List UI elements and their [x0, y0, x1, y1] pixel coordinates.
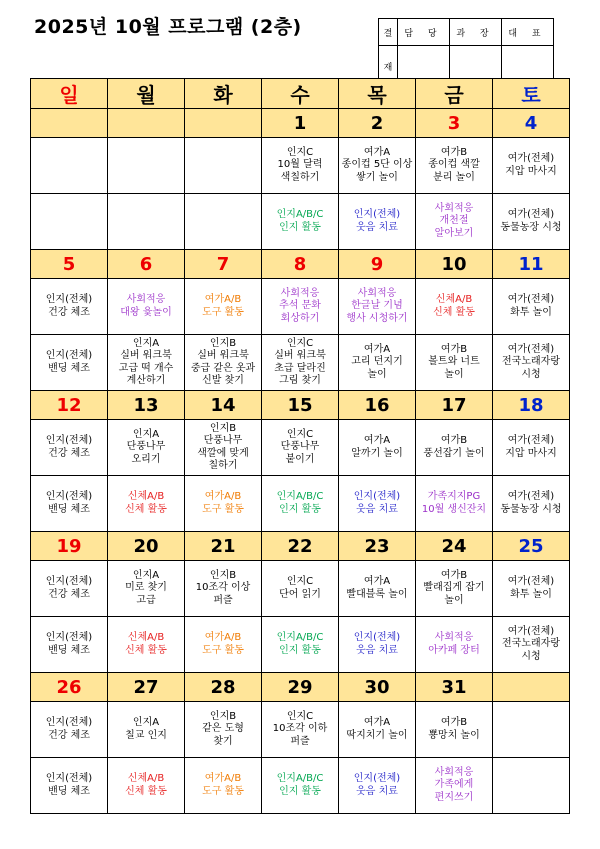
activity-line: 사회적응 — [434, 632, 474, 643]
activity-cell — [185, 138, 262, 194]
date-cell: 22 — [262, 532, 339, 561]
date-cell: 12 — [31, 391, 108, 420]
activity-cell — [108, 561, 185, 617]
activity-line: 찾기 — [213, 735, 233, 747]
activity-cell — [185, 702, 262, 758]
activity-line: 지압 마사지 — [505, 165, 557, 177]
date-cell: 27 — [108, 673, 185, 702]
date-row — [31, 391, 570, 420]
activity-cell — [339, 758, 416, 814]
activity-line: 여가A/B — [204, 294, 242, 305]
activity-line: 인지(전체) — [353, 773, 401, 784]
calendar-table — [30, 78, 570, 814]
activity-line: 종이컵 색깔 — [428, 159, 480, 171]
activity-line: 인지(전체) — [353, 209, 401, 220]
activity-line: 색깔에 맞게 — [197, 447, 249, 459]
activity-cell — [262, 335, 339, 391]
activity-row — [31, 194, 570, 250]
activity-row — [31, 702, 570, 758]
activity-cell — [185, 194, 262, 250]
date-cell: 3 — [416, 109, 493, 138]
activity-cell — [339, 279, 416, 335]
date-cell: 31 — [416, 673, 493, 702]
activity-cell — [339, 194, 416, 250]
approval-side-bottom: 재 — [379, 46, 398, 87]
date-cell: 9 — [339, 250, 416, 279]
activity-line: 신체A/B — [127, 491, 165, 502]
activity-line: 여가A — [363, 146, 391, 158]
activity-line: 고급 떡 개수 — [118, 362, 174, 374]
activity-line: 도구 활동 — [202, 644, 244, 656]
activity-line: 여가B — [440, 343, 468, 355]
activity-cell — [262, 617, 339, 673]
date-cell: 29 — [262, 673, 339, 702]
activity-row — [31, 279, 570, 335]
activity-line: 전국노래자랑 — [502, 356, 560, 368]
activity-line: 10조각 이하 — [272, 723, 328, 735]
activity-line: 인지(전체) — [45, 773, 93, 784]
activity-line: 신체 활동 — [125, 785, 167, 797]
activity-line: 사회적응 — [280, 287, 320, 299]
activity-line: 여가(전체) — [507, 294, 555, 305]
activity-line: 인지A — [132, 717, 160, 728]
activity-cell — [185, 758, 262, 814]
activity-line: 고리 던지기 — [351, 356, 403, 368]
activity-line: 인지A — [132, 428, 160, 440]
activity-line: 볼트와 너트 — [428, 356, 480, 368]
activity-row — [31, 758, 570, 814]
activity-line: 인지 활동 — [279, 785, 321, 797]
activity-row — [31, 617, 570, 673]
activity-line: 10월 달력 — [277, 159, 323, 171]
activity-cell — [185, 335, 262, 391]
activity-cell — [108, 617, 185, 673]
activity-cell — [185, 420, 262, 476]
activity-line: 인지C — [286, 428, 314, 440]
activity-line: 여가(전체) — [507, 209, 555, 220]
date-cell: 11 — [493, 250, 570, 279]
activity-line: 인지(전체) — [45, 350, 93, 361]
activity-cell — [493, 335, 570, 391]
activity-cell — [262, 420, 339, 476]
activity-line: 여가A/B — [204, 632, 242, 643]
date-cell: 16 — [339, 391, 416, 420]
activity-line: 밴딩 체조 — [48, 644, 90, 656]
approval-side-top: 결 — [379, 19, 398, 46]
activity-cell — [339, 617, 416, 673]
activity-line: 놀이 — [444, 368, 464, 380]
activity-line: 지압 마사지 — [505, 447, 557, 459]
activity-line: 칠교 인지 — [125, 729, 167, 741]
activity-line: 한글날 기념 — [351, 300, 403, 312]
activity-line: 신체A/B — [127, 773, 165, 784]
activity-line: 여가A — [363, 717, 391, 728]
activity-line: 인지A/B/C — [276, 632, 324, 643]
activity-row — [31, 420, 570, 476]
activity-line: 퍼즐 — [213, 594, 233, 606]
date-cell: 30 — [339, 673, 416, 702]
activity-line: 인지(전체) — [45, 294, 93, 305]
activity-cell — [493, 617, 570, 673]
activity-line: 인지C — [286, 146, 314, 158]
activity-line: 여가B — [440, 435, 468, 446]
activity-cell — [108, 702, 185, 758]
activity-line: 전국노래자랑 — [502, 638, 560, 650]
activity-line: 여가B — [440, 146, 468, 158]
weekday-header: 금 — [416, 79, 493, 109]
activity-line: 인지(전체) — [353, 632, 401, 643]
activity-cell — [339, 138, 416, 194]
activity-cell — [31, 476, 108, 532]
date-row — [31, 109, 570, 138]
activity-line: 인지A/B/C — [276, 773, 324, 784]
date-cell: 5 — [31, 250, 108, 279]
page-title: 2025년 10월 프로그램 (2층) — [34, 16, 302, 38]
activity-cell — [31, 758, 108, 814]
activity-cell — [108, 194, 185, 250]
activity-line: 칠하기 — [208, 460, 238, 471]
activity-line: 딱지치기 놀이 — [346, 729, 408, 741]
date-row — [31, 532, 570, 561]
activity-line: 그림 찾기 — [279, 375, 321, 386]
activity-line: 미로 찾기 — [125, 582, 167, 594]
activity-line: 여가(전체) — [507, 153, 555, 164]
weekday-header: 일 — [31, 79, 108, 109]
activity-line: 인지 활동 — [279, 644, 321, 656]
activity-line: 오리기 — [131, 453, 161, 465]
date-cell: 25 — [493, 532, 570, 561]
date-cell — [185, 109, 262, 138]
activity-line: 인지B — [209, 337, 237, 349]
activity-line: 밴딩 체조 — [48, 785, 90, 797]
activity-line: 웃음 치료 — [356, 221, 398, 233]
activity-cell — [339, 702, 416, 758]
activity-line: 색칠하기 — [280, 171, 320, 183]
activity-cell — [31, 617, 108, 673]
activity-line: 인지C — [286, 576, 314, 587]
activity-line: 인지A — [132, 569, 160, 581]
approval-header-staff: 담 당 — [398, 19, 450, 46]
activity-row — [31, 335, 570, 391]
activity-cell — [493, 138, 570, 194]
activity-line: 웃음 치료 — [356, 503, 398, 515]
activity-line: 놀이 — [444, 594, 464, 606]
activity-row — [31, 561, 570, 617]
activity-line: 빨대블록 놀이 — [346, 588, 408, 600]
activity-cell — [493, 476, 570, 532]
activity-line: 실버 워크북 — [197, 350, 249, 361]
date-cell: 18 — [493, 391, 570, 420]
approval-box — [378, 18, 554, 87]
activity-cell — [262, 758, 339, 814]
activity-cell — [339, 561, 416, 617]
approval-header-director: 대 표 — [502, 19, 554, 46]
activity-line: 아카페 장터 — [428, 644, 480, 656]
date-cell — [493, 673, 570, 702]
activity-line: 시청 — [521, 368, 541, 380]
date-cell: 15 — [262, 391, 339, 420]
date-cell — [31, 109, 108, 138]
activity-line: 단풍나무 — [203, 435, 243, 446]
date-cell: 28 — [185, 673, 262, 702]
activity-line: 도구 활동 — [202, 503, 244, 515]
activity-line: 신체 활동 — [433, 306, 475, 318]
date-cell: 20 — [108, 532, 185, 561]
activity-line: 사회적응 — [434, 766, 474, 778]
activity-line: 단풍나무 — [280, 441, 320, 453]
activity-cell — [339, 476, 416, 532]
weekday-header: 토 — [493, 79, 570, 109]
activity-line: 인지 활동 — [279, 503, 321, 515]
activity-line: 인지A/B/C — [276, 491, 324, 502]
date-row — [31, 250, 570, 279]
activity-row — [31, 138, 570, 194]
activity-line: 동물농장 시청 — [500, 503, 562, 515]
activity-cell — [185, 561, 262, 617]
activity-line: 밴딩 체조 — [48, 362, 90, 374]
activity-cell — [31, 561, 108, 617]
activity-line: 인지B — [209, 569, 237, 581]
activity-cell — [493, 420, 570, 476]
activity-cell — [493, 561, 570, 617]
activity-line: 알아보기 — [434, 227, 474, 239]
activity-cell — [416, 335, 493, 391]
activity-line: 고급 — [136, 594, 156, 606]
activity-line: 단어 읽기 — [279, 588, 321, 600]
activity-line: 인지C — [286, 337, 314, 349]
activity-line: 가족지지PG — [427, 491, 481, 502]
activity-line: 여가A/B — [204, 773, 242, 784]
activity-line: 개천절 — [439, 215, 469, 227]
activity-cell — [108, 138, 185, 194]
activity-line: 실버 워크북 — [274, 350, 326, 361]
activity-line: 쌓기 놀이 — [356, 171, 398, 183]
activity-line: 여가(전체) — [507, 491, 555, 502]
activity-line: 웃음 치료 — [356, 785, 398, 797]
activity-row — [31, 476, 570, 532]
activity-line: 화투 놀이 — [510, 588, 552, 600]
activity-line: 행사 시청하기 — [346, 312, 408, 324]
activity-line: 도구 활동 — [202, 306, 244, 318]
approval-header-manager: 과 장 — [450, 19, 502, 46]
activity-line: 회상하기 — [280, 312, 320, 324]
activity-cell — [31, 138, 108, 194]
activity-line: 여가B — [440, 569, 468, 581]
activity-line: 편지쓰기 — [434, 791, 474, 803]
activity-line: 신체A/B — [127, 632, 165, 643]
activity-cell — [262, 194, 339, 250]
activity-cell — [262, 476, 339, 532]
activity-cell — [262, 138, 339, 194]
activity-line: 여가(전체) — [507, 343, 555, 355]
activity-line: 건강 체조 — [48, 729, 90, 741]
date-cell — [108, 109, 185, 138]
activity-cell — [416, 420, 493, 476]
activity-line: 여가A/B — [204, 491, 242, 502]
activity-cell — [185, 279, 262, 335]
activity-cell — [31, 702, 108, 758]
activity-line: 인지B — [209, 710, 237, 722]
activity-line: 인지A/B/C — [276, 209, 324, 220]
activity-line: 사회적응 — [434, 202, 474, 214]
activity-cell — [339, 335, 416, 391]
activity-line: 10월 생신잔치 — [421, 503, 487, 515]
activity-line: 계산하기 — [126, 375, 166, 386]
activity-line: 같은 도형 — [202, 723, 244, 735]
activity-line: 동물농장 시청 — [500, 221, 562, 233]
activity-line: 신체A/B — [435, 294, 473, 305]
activity-cell — [108, 335, 185, 391]
activity-cell — [416, 138, 493, 194]
date-cell: 10 — [416, 250, 493, 279]
date-cell: 23 — [339, 532, 416, 561]
activity-cell — [262, 279, 339, 335]
activity-line: 실버 워크북 — [120, 350, 172, 361]
activity-line: 신발 찾기 — [202, 375, 244, 386]
activity-cell — [339, 420, 416, 476]
activity-line: 중급 같은 옷과 — [190, 362, 256, 374]
date-row — [31, 673, 570, 702]
activity-cell — [493, 758, 570, 814]
activity-line: 여가A — [363, 435, 391, 446]
activity-line: 화투 놀이 — [510, 306, 552, 318]
activity-line: 인지(전체) — [45, 632, 93, 643]
activity-line: 대왕 윷놀이 — [120, 306, 172, 318]
activity-cell — [31, 420, 108, 476]
activity-line: 추석 문화 — [279, 300, 321, 312]
activity-line: 시청 — [521, 650, 541, 662]
activity-line: 밴딩 체조 — [48, 503, 90, 515]
date-cell: 21 — [185, 532, 262, 561]
activity-line: 인지(전체) — [353, 491, 401, 502]
activity-line: 신체 활동 — [125, 503, 167, 515]
activity-cell — [416, 561, 493, 617]
activity-cell — [31, 279, 108, 335]
activity-cell — [493, 702, 570, 758]
date-cell: 19 — [31, 532, 108, 561]
activity-cell — [493, 194, 570, 250]
activity-line: 붙이기 — [285, 453, 315, 465]
date-cell: 7 — [185, 250, 262, 279]
activity-cell — [31, 335, 108, 391]
activity-cell — [416, 194, 493, 250]
activity-line: 여가(전체) — [507, 625, 555, 637]
activity-cell — [108, 420, 185, 476]
activity-cell — [108, 476, 185, 532]
activity-line: 여가(전체) — [507, 435, 555, 446]
weekday-header: 화 — [185, 79, 262, 109]
activity-line: 빨래집게 잡기 — [423, 582, 485, 594]
date-cell: 2 — [339, 109, 416, 138]
date-cell: 8 — [262, 250, 339, 279]
activity-cell — [416, 617, 493, 673]
weekday-header: 수 — [262, 79, 339, 109]
activity-line: 풍선잡기 놀이 — [423, 447, 485, 459]
weekday-header-row — [31, 79, 570, 109]
activity-line: 초급 달라진 — [274, 362, 326, 374]
date-cell: 6 — [108, 250, 185, 279]
activity-line: 뿅망치 놀이 — [428, 729, 480, 741]
weekday-header: 월 — [108, 79, 185, 109]
activity-line: 놀이 — [367, 368, 387, 380]
activity-cell — [416, 758, 493, 814]
activity-cell — [185, 617, 262, 673]
activity-line: 인지 활동 — [279, 221, 321, 233]
activity-line: 인지(전체) — [45, 491, 93, 502]
activity-cell — [262, 702, 339, 758]
activity-line: 인지C — [286, 710, 314, 722]
activity-line: 건강 체조 — [48, 306, 90, 318]
activity-cell — [185, 476, 262, 532]
activity-line: 여가A — [363, 576, 391, 587]
weekday-header: 목 — [339, 79, 416, 109]
activity-line: 10조각 이상 — [195, 582, 251, 594]
activity-line: 인지B — [209, 422, 237, 434]
activity-line: 퍼즐 — [290, 735, 310, 747]
date-cell: 26 — [31, 673, 108, 702]
date-cell: 13 — [108, 391, 185, 420]
activity-line: 사회적응 — [126, 294, 166, 305]
activity-line: 분리 놀이 — [433, 171, 475, 183]
activity-cell — [416, 476, 493, 532]
activity-line: 인지(전체) — [45, 576, 93, 587]
activity-line: 웃음 치료 — [356, 644, 398, 656]
activity-cell — [416, 279, 493, 335]
activity-line: 건강 체조 — [48, 588, 90, 600]
activity-line: 가족에게 — [434, 779, 474, 791]
date-cell: 24 — [416, 532, 493, 561]
activity-line: 도구 활동 — [202, 785, 244, 797]
date-cell: 1 — [262, 109, 339, 138]
activity-cell — [108, 758, 185, 814]
date-cell: 14 — [185, 391, 262, 420]
activity-cell — [493, 279, 570, 335]
activity-cell — [262, 561, 339, 617]
activity-cell — [108, 279, 185, 335]
activity-line: 신체 활동 — [125, 644, 167, 656]
date-cell: 17 — [416, 391, 493, 420]
activity-cell — [416, 702, 493, 758]
activity-line: 여가(전체) — [507, 576, 555, 587]
activity-line: 인지(전체) — [45, 435, 93, 446]
activity-line: 사회적응 — [357, 287, 397, 299]
activity-line: 여가A — [363, 343, 391, 355]
activity-line: 인지(전체) — [45, 717, 93, 728]
activity-line: 종이컵 5단 이상 — [341, 159, 413, 171]
date-cell: 4 — [493, 109, 570, 138]
activity-line: 인지A — [132, 337, 160, 349]
activity-line: 여가B — [440, 717, 468, 728]
activity-line: 건강 체조 — [48, 447, 90, 459]
activity-line: 알까기 놀이 — [351, 447, 403, 459]
activity-cell — [31, 194, 108, 250]
activity-line: 단풍나무 — [126, 441, 166, 453]
